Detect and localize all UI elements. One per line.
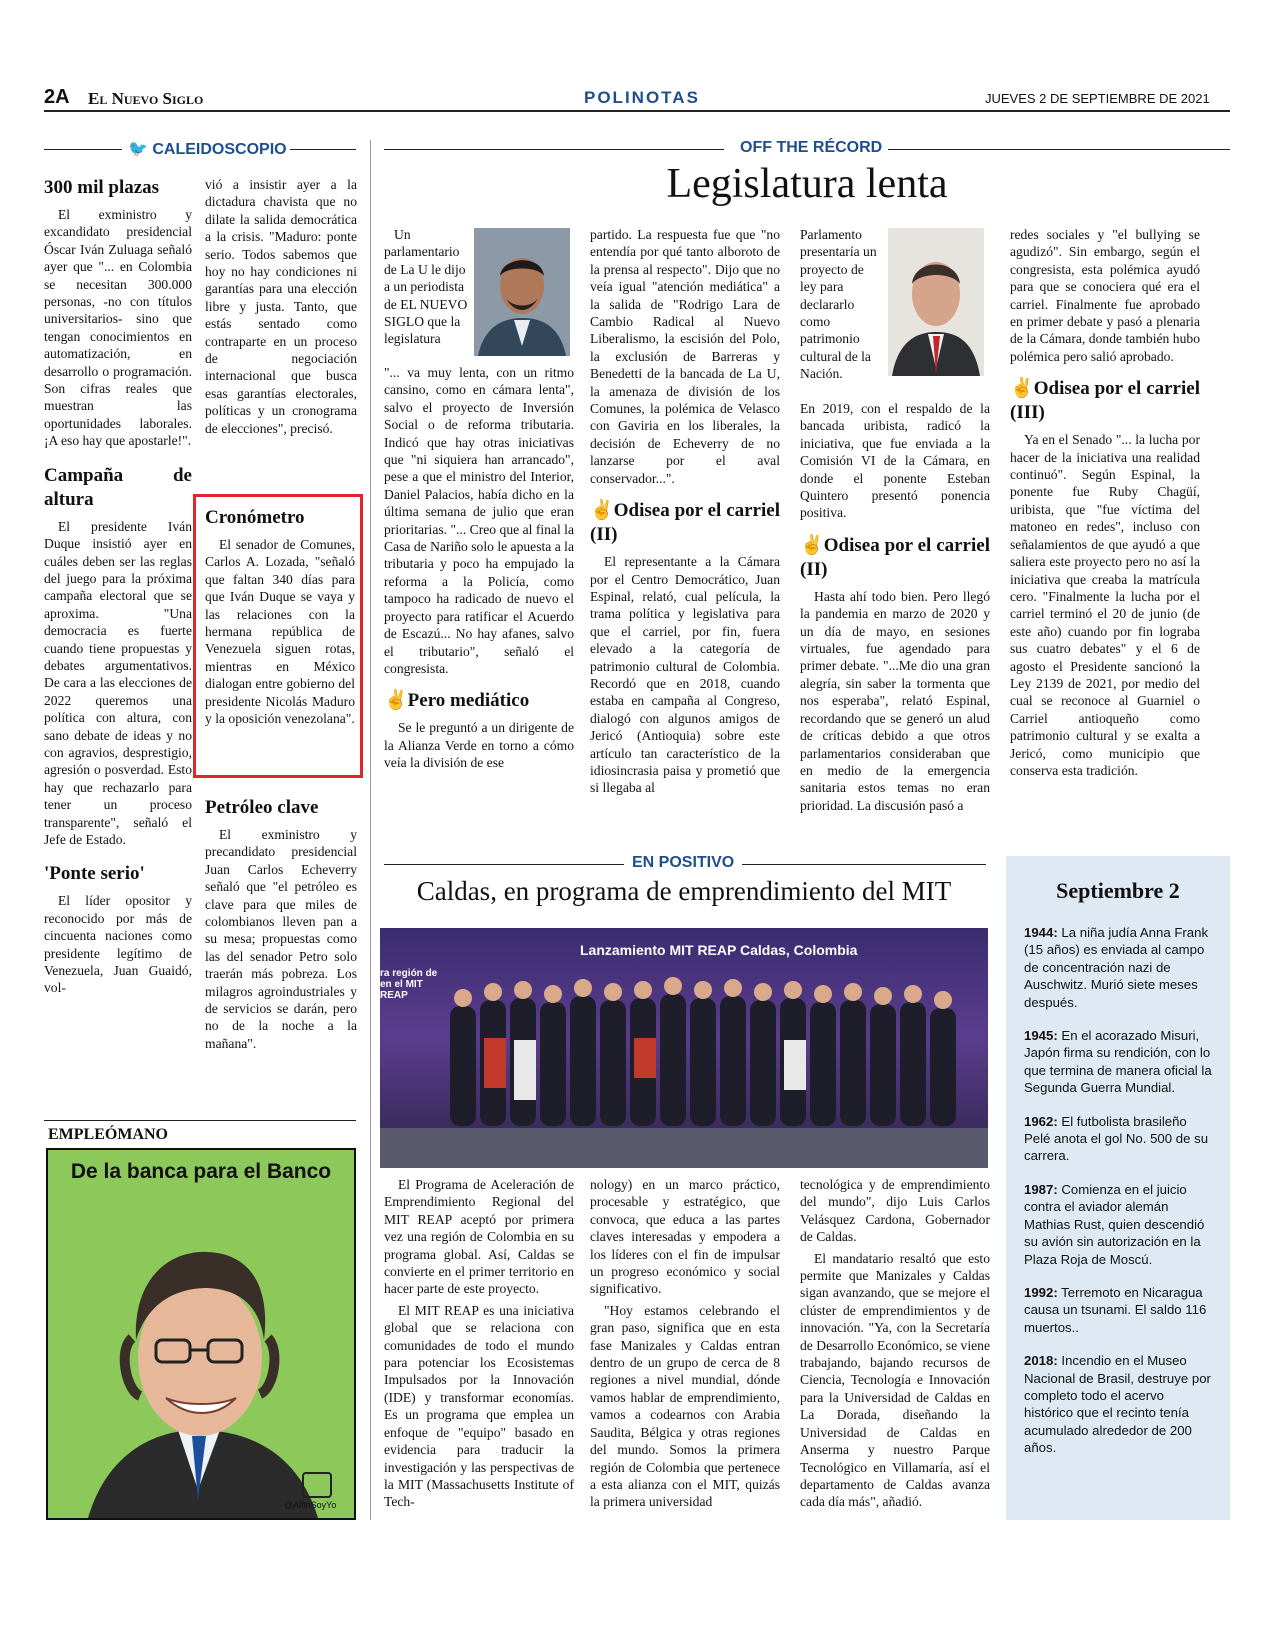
offrecord-rule-right — [888, 149, 1230, 150]
caleido-label: 🐦 CALEIDOSCOPIO — [128, 141, 287, 158]
enpositivo-col3 — [800, 1176, 990, 1515]
heading-cronometro: Cronómetro — [205, 507, 305, 528]
caricature-figure — [48, 1190, 354, 1518]
offrecord-rule-left — [384, 149, 724, 150]
para-odisea-3: Ya en el Senado "... la lucha por hacer de la iniciativa una realidad continuó". Según Espinal, la ponente fue Ruby Chagüí, uribista, que "fue víctima del matoneo en redes", incluso con señalamientos de que ayudó a que saliera este proyecto pero no así la iniciativa que creaba la matrícula cero. "Finalmente la lucha por el carriel terminó el 20 de junio (de este año) cuando por fin lograba sus cuatro debates" y el 6 de agosto el Presidente sancionó la Ley 2139 de 2021, por medio del cual se reconoce al Guarniel o Carriel antioqueño como patrimonio cultural y se exalta a Jericó, como municipio que conserva esta tradición. — [1010, 432, 1200, 778]
para-ponte-serio-cont: vió a insistir ayer a la dictadura chavista que no dilate la salida democrática a la crisis. "Maduro: ponte serio. Todos sabemos que hoy no hay condiciones ni garantías para una elección libre y justa. Tanto, que estás sentado como contraparte en un proceso de negociación internacional que busca esas garantías electorales, políticas y un cronograma de elecciones", precisó. — [205, 177, 357, 436]
event-banner-title: Lanzamiento MIT REAP Caldas, Colombia — [580, 942, 858, 958]
event-banner-side: ra región de en el MIT REAP — [380, 968, 438, 1001]
caleido-col1 — [44, 176, 192, 1001]
para-redes-sociales: redes sociales y "el bullying se agudizó". Sin embargo, según el congresista, esta polémica ayudó para que se conociera qué era el carriel. Finalmente fue aprobado en primer debate y pasó a plenaria de la Cámara, donde también hubo polémica pero salió aprobado. — [1010, 227, 1200, 364]
para-odisea-2: El representante a la Cámara por el Centro Democrático, Juan Espinal, relató, cual película, la trama política y legislativa para que el carriel, por fin, fuera elevado a la categoría de patrimonio cultural de Colombia. Recordó que en 2018, cuando estaba en campaña al Congreso, dialogó con algunos amigos de Jericó (Antioquia) sobre este artículo tan característico de la idiosincrasia paisa y prometió que si llegaba al — [590, 554, 780, 796]
heading-300-mil: 300 mil plazas — [44, 177, 160, 198]
heading-campana: Campaña de altura — [44, 464, 192, 510]
efemerides-list — [1024, 924, 1214, 1473]
para-parlamentario-intro: Un parlamentario de La U le dijo a un periodista de EL NUEVO SIGLO que la legislatura — [384, 227, 468, 347]
caleido-rule-left — [44, 149, 122, 150]
cartoon-title: De la banca para el Banco — [70, 1160, 332, 1183]
enpositivo-rule-left — [384, 864, 624, 865]
offrecord-col2 — [590, 226, 780, 801]
enpositivo-rule-right — [742, 864, 986, 865]
offrecord-col3-top — [800, 226, 882, 387]
para-legislatura-lenta: "... va muy lenta, con un ritmo cansino, como en cámara lenta", salvo el proyecto de Inversión Social o de reforma tributaria. Indicó que hay otras iniciativas que "ni siquiera han arrancado", pese a que el ministro del Interior, Daniel Palacios, había dicho en la última semana de julio que eran prioritarias. "... Creo que al final la Casa de Nariño solo le apuesta a la tributaria y poco ha empujado la reforma a la Policía, como tampoco ha radicado de nuevo el proyecto para ratificar el Acuerdo de Escazú... No hay afanes, salvo el tributario", señaló el congresista. — [384, 365, 574, 676]
issue-date: JUEVES 2 DE SEPTIEMBRE DE 2021 — [985, 91, 1210, 106]
caleido-col2 — [205, 176, 357, 441]
efemeride-item: 2018: Incendio en el Museo Nacional de Brasil, destruye por completo todo el acervo histórico que el recinto tenía acumulado alrededor de 200 años. — [1024, 1353, 1211, 1456]
heading-odisea-2: ✌Odisea por el carriel (II) — [590, 500, 780, 546]
section-name: POLINOTAS — [584, 88, 700, 107]
enpositivo-col1 — [384, 1176, 574, 1515]
heading-petroleo: Petróleo clave — [205, 797, 319, 818]
paper-name: El Nuevo Siglo — [88, 89, 204, 108]
efemeride-item: 1945: En el acorazado Misuri, Japón firma su rendición, con lo que termina de manera oficial la Segunda Guerra Mundial. — [1024, 1028, 1212, 1096]
offrecord-col4 — [1010, 226, 1200, 783]
efemerides-title: Septiembre 2 — [1056, 878, 1180, 903]
heading-odisea-2b: ✌Odisea por el carriel (II) — [800, 534, 990, 580]
cartoon-label: EMPLEÓMANO — [48, 1126, 168, 1143]
portrait-icon — [474, 228, 570, 356]
efemeride-item: 1962: El futbolista brasileño Pelé anota el gol No. 500 de su carrera. — [1024, 1113, 1209, 1164]
offrecord-label: OFF THE RÉCORD — [740, 139, 883, 156]
para-programa: El Programa de Aceleración de Emprendimiento Regional del MIT REAP aceptó por primera vez una región de Colombia en su programa global. Así, Caldas se convierte en el primer territorio en hacer parte de este proyecto. — [384, 1177, 574, 1297]
heading-odisea-3: ✌Odisea por el carriel (III) — [1010, 378, 1200, 424]
cartoonist-logo-icon — [302, 1472, 332, 1498]
para-cronometro: El senador de Comunes, Carlos A. Lozada, "señaló que faltan 340 días para que Iván Duque se vaya y las relaciones con la hermana república de Venezuela siguen rotas, mientras en México dialogan entre gobierno del presidente Nicolás Maduro y la oposición venezolana". — [205, 537, 355, 727]
offrecord-col3 — [800, 400, 990, 818]
cronometro-block — [205, 506, 355, 731]
para-mandatario: El mandatario resaltó que esto permite que Manizales y Caldas sigan avanzando, que se mejore el clúster de emprendimientos y de innovación. "Ya, con la Secretaría de Desarrollo Económico, se viene trabajando, bajando recursos de Ciencia, Tecnología e Innovación para la Universidad de Caldas en La Dorada, diseñando la Universidad de Caldas en Anserma y nuestro Parque Tecnológico en Villamaría, así el departamento de Caldas avanza cada día más", añadió. — [800, 1250, 990, 1510]
para-partido: partido. La respuesta fue que "no entendía por qué tanto alboroto de la prensa al respecto". Dijo que no veía igual "atención mediática" a la salida de "Rodrigo Lara de Cambio Radical al Nuevo Liberalismo, la escisión del Polo, la exclusión de Barreras y Benedetti de la bancada de La U, la amenaza de división de los Comunes, la polémica de Velasco con Gaviria en los liberales, la decisión de Echeverry de no lanzarse por el aval conservador...". — [590, 227, 780, 486]
group-photo-figures — [380, 928, 988, 1168]
photo-juan-espinal — [888, 228, 984, 376]
offrecord-col1-top — [384, 226, 468, 352]
cartoon-frame — [46, 1148, 356, 1520]
cartoon-credit: @AlfinSoyYo — [284, 1500, 337, 1510]
enpositivo-col2 — [590, 1176, 780, 1515]
para-petroleo: El exministro y precandidato presidencial Juan Carlos Echeverry señaló que "el petróleo es clave para que miles de colombianos lleven pan a su mesa; propuestas como las del senador Petro solo traerán más pobreza. Los milagros agroindustriales y de servicios se darán, pero no de la noche a la mañana". — [205, 827, 357, 1051]
efemeride-item: 1987: Comienza en el juicio contra el aviador alemán Mathias Rust, quien descendió su avión sin autorización en la Plaza Roja de Moscú. — [1024, 1181, 1205, 1267]
efemeride-item: 1992: Terremoto en Nicaragua causa un tsunami. El saldo 116 muertos.. — [1024, 1284, 1207, 1335]
cartoon-rule — [44, 1120, 356, 1121]
photo-parlamentario-la-u — [474, 228, 570, 356]
efemeride-item: 1944: La niña judía Anna Frank (15 años) es enviada al campo de concentración nazi de Auschwitz. Murió siete meses después. — [1024, 925, 1209, 1010]
para-hasta-ahi: Hasta ahí todo bien. Pero llegó la pandemia en marzo de 2020 y un día de mayo, en sesiones virtuales, fue agendado para primer debate. "...Me dio una gran alegría, sin saber la tormenta que nos esperaba", relató Espinal, recordando que se generó un alud de críticas debido a que otros parlamentarios consideraban que en medio de la emergencia sanitaria estos temas no eran prioridad. La discusión pasó a — [800, 588, 990, 813]
masthead-rule — [44, 110, 1230, 112]
offrecord-headline: Legislatura lenta — [666, 161, 948, 207]
caleido-rule-right — [290, 149, 356, 150]
para-parlamento: Parlamento presentaría un proyecto de ley para declararlo como patrimonio cultural de la Nación. — [800, 227, 877, 382]
para-nology: nology) en un marco práctico, procesable y estratégico, que convoca, que educa a las partes claves interesadas y empodera a los líderes con el fin de impulsar un progreso económico y social significativo. — [590, 1177, 780, 1297]
heading-ponte-serio: 'Ponte serio' — [44, 863, 145, 885]
photo-mit-reap-group — [380, 928, 988, 1168]
para-mit-reap: El MIT REAP es una iniciativa global que se relaciona con comunidades de todo el mundo para potenciar los Ecosistemas Impulsados por la Innovación (IDE) y transformar economías. Es un programa que emplea un enfoque de "equipo" basado en evidencia para traducir la investigación y las perspectivas de la MIT (Massachusetts Institute of Tech- — [384, 1302, 574, 1510]
page-number: 2A — [44, 86, 70, 108]
para-en-2019: En 2019, con el respaldo de la bancada uribista, radicó la iniciativa, que fue enviada a la Comisión VI de la Cámara, en donde el ponente Esteban Quintero presentó ponencia positiva. — [800, 401, 990, 521]
para-pero-mediatico: Se le preguntó a un dirigente de la Alianza Verde en torno a cómo veía la división de ese — [384, 720, 574, 771]
offrecord-col1 — [384, 364, 574, 776]
para-campana: El presidente Iván Duque insistió ayer en cuáles deben ser las reglas del juego para la próxima campaña electoral que se aproxima. "Una democracia es fuerte cuando tiene propuestas y debates argumentativos. De cara a las elecciones de 2022 queremos una política con altura, con sano debate de ideas y no con agravios, desprestigio, agresión o posverdad. Esto hay que rechazarlo para tener un proceso transparente", señaló el Jefe de Estado. — [44, 518, 192, 847]
column-divider — [370, 140, 371, 1520]
para-tecnologica: tecnológica y de emprendimiento del mundo", dijo Luis Carlos Velásquez Cardona, Gobernador de Caldas. — [800, 1177, 990, 1245]
twitter-icon: 🐦 — [128, 141, 148, 158]
efemerides-sidebar — [1006, 856, 1230, 1520]
para-300-mil: El exministro y excandidato presidencial Óscar Iván Zuluaga señaló ayer que "... en Colombia se necesitan 300.000 personas, -no con títulos universitarios- sino que tengan conocimientos en automatización, en desarrollo o programación. Son cifras reales que muestran las oportunidades laborales. ¡A eso hay que apostarle!". — [44, 207, 192, 449]
heading-pero-mediatico: ✌Pero mediático — [384, 690, 530, 712]
enpositivo-label: EN POSITIVO — [632, 854, 735, 871]
petroleo-block — [205, 796, 357, 1056]
para-hoy-estamos: "Hoy estamos celebrando el gran paso, significa que en esta fase Manizales y Caldas entran dentro de un grupo de cerca de 8 regiones a nivel mundial, dónde vamos hablar de emprendimiento, vamos a codearnos con Arabia Saudita, Bélgica y otras regiones del mundo. Somos la primera región de Colombia que pertenece a esta alianza con el MIT, quizás la primera universidad — [590, 1302, 780, 1510]
portrait-icon — [888, 228, 984, 376]
enpositivo-headline: Caldas, en programa de emprendimiento del MIT — [416, 876, 952, 906]
para-ponte-serio: El líder opositor y reconocido por más de cincuenta naciones como presidente legítimo de Venezuela, Juan Guaidó, vol- — [44, 893, 192, 996]
